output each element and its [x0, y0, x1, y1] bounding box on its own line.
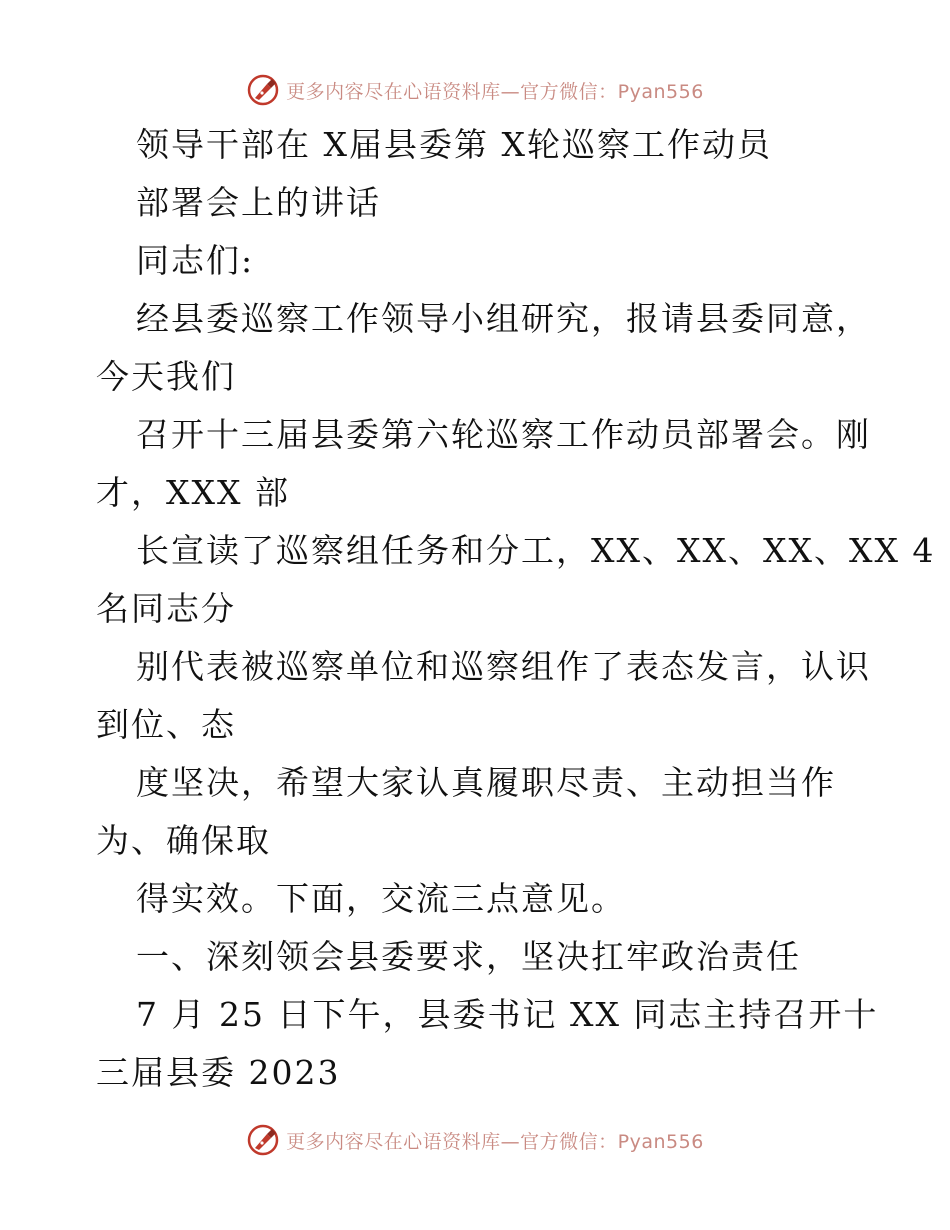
paragraph-line: 得实效。下面，交流三点意见。	[136, 879, 626, 918]
pen-nib-logo-icon	[246, 1123, 280, 1157]
paragraph-line: 名同志分	[96, 589, 236, 628]
header-banner	[0, 70, 950, 110]
section-heading: 一、深刻领会县委要求，坚决扛牢政治责任	[136, 937, 801, 976]
paragraph-line: 7 月 25 日下午，县委书记 XX 同志主持召开十	[136, 995, 879, 1034]
paragraph-line: 度坚决，希望大家认真履职尽责、主动担当作	[136, 763, 836, 802]
footer-banner	[0, 1120, 950, 1160]
document-body	[96, 116, 936, 1102]
footer-banner-text: 更多内容尽在心语资料库—官方微信：Pyan556	[286, 1130, 704, 1153]
pen-nib-logo-icon	[246, 73, 280, 107]
paragraph-line: 别代表被巡察单位和巡察组作了表态发言，认识	[136, 647, 871, 686]
salutation: 同志们:	[136, 241, 255, 280]
paragraph-line: 召开十三届县委第六轮巡察工作动员部署会。刚	[136, 415, 871, 454]
document-title-line-1: 领导干部在 X届县委第 X轮巡察工作动员	[136, 125, 772, 164]
paragraph-line: 三届县委 2023	[96, 1053, 341, 1092]
paragraph-line: 为、确保取	[96, 821, 271, 860]
paragraph-line: 才，XXX 部	[96, 473, 290, 512]
paragraph-line: 长宣读了巡察组任务和分工，XX、XX、XX、XX 4	[136, 531, 936, 570]
header-banner-text: 更多内容尽在心语资料库—官方微信：Pyan556	[286, 80, 704, 103]
document-title-line-2: 部署会上的讲话	[136, 183, 381, 222]
paragraph-line: 今天我们	[96, 357, 236, 396]
paragraph-line: 经县委巡察工作领导小组研究，报请县委同意，	[136, 299, 871, 338]
paragraph-line: 到位、态	[96, 705, 236, 744]
